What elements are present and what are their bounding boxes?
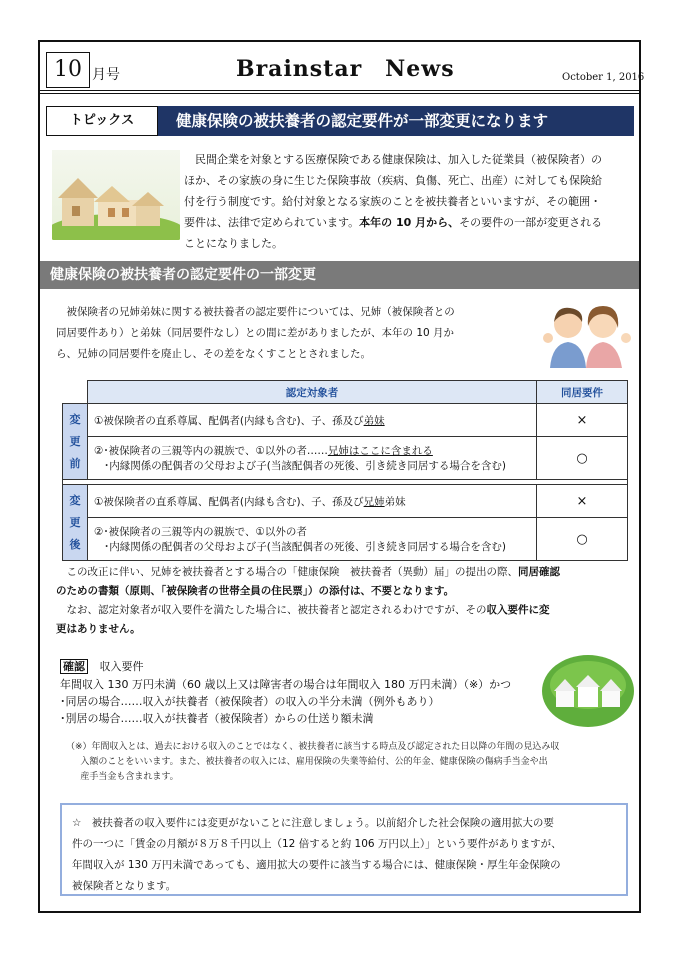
header-divider-thin [40, 93, 639, 94]
header-divider [40, 90, 639, 91]
house-illustration [52, 150, 180, 240]
after-row1: ①被保険者の直系尊属、配偶者(内縁も含む)、子、孫及び兄姉弟妹 [88, 485, 537, 518]
before-row2-mark: ○ [537, 437, 628, 480]
topic-label: トピックス [46, 106, 158, 136]
houses-grass-illustration [542, 655, 634, 727]
header-target: 認定対象者 [88, 381, 537, 404]
issue-number: 10 [46, 52, 90, 88]
footnote: （※）年間収入とは、過去における収入のことではなく、被扶養者に該当する時点及び認定された日以降の年間の見込み収 入額のことをいいます。また、被扶養者の収入には、雇用保険の失業等給付、公的年金、健康保険の傷病手当金や出 産手当金も含まれます。 [66, 742, 560, 782]
note-box: ☆ 被扶養者の収入要件には変更がないことに注意しましょう。以前紹介した社会保険の適用拡大の要 件の一つに「賃金の月額が８万８千円以上（12 倍すると約 106 万円以上）」という要件がありますが、 年間収入が 130 万円未満であっても、適用拡大の要件に該当する場合には、健康保険・厚生年金保険の 被保険者となります。 [60, 803, 628, 896]
requirements-table [62, 380, 628, 561]
header-cohabitation: 同居要件 [537, 381, 628, 404]
table-row [63, 404, 628, 437]
after-row1-mark: × [537, 485, 628, 518]
before-row2: ②･被保険者の三親等内の親族で、①以外の者……兄姉はここに含まれる ･内縁関係の配偶者の父母および子(当該配偶者の死後、引き続き同居する場合を含む) [88, 437, 537, 480]
people-illustration [540, 300, 632, 368]
table-row [63, 437, 628, 480]
after-row2-mark: ○ [537, 518, 628, 561]
topic-headline: 健康保険の被扶養者の認定要件が一部変更になります [158, 106, 634, 136]
confirm-badge: 確認 [60, 659, 88, 674]
intro-paragraph: 民間企業を対象とする医療保険である健康保険は、加入した従業員（被保険者）の ほか、その家族の身に生じた保険事故（疾病、負傷、死亡、出産）に対しても保険給 付を行う制度です。給付対象となる家族のことを被扶養者といいますが、その範囲・ 要件は、法律で定められています。本年の 10 月から、その要件の一部が変更される ことになりました。 [184, 153, 603, 250]
newsletter-title: Brainstar News [236, 56, 455, 82]
income-requirement-heading: 確認 収入要件 [60, 658, 144, 674]
after-label: 変 更 後 [63, 485, 88, 561]
table-row [63, 518, 628, 561]
section-paragraph: 被保険者の兄姉弟妹に関する被扶養者の認定要件については、兄姉（被保険者との 同居要件あり）と弟妹（同居要件なし）との間に差がありましたが、本年の 10 月か ら、兄姉の同居要件を廃止し、その差をなくすこととされました。 [56, 306, 455, 360]
income-requirements: 年間収入 130 万円未満（60 歳以上又は障害者の場合は年間収入 180 万円未満）（※）かつ ･同居の場合……収入が扶養者（被保険者）の収入の半分未満（例外もあり） ･別居の場合……収入が扶養者（被保険者）からの仕送り額未満 [60, 678, 512, 725]
issue-date: October 1, 2016 [562, 72, 645, 83]
before-row1: ①被保険者の直系尊属、配偶者(内縁も含む)、子、孫及び弟妹 [88, 404, 537, 437]
before-row1-mark: × [537, 404, 628, 437]
before-label: 変 更 前 [63, 404, 88, 480]
table-row [63, 485, 628, 518]
after-row2: ②･被保険者の三親等内の親族で、①以外の者 ･内縁関係の配偶者の父母および子(当該配偶者の死後、引き続き同居する場合を含む) [88, 518, 537, 561]
issue-unit: 月号 [92, 67, 120, 83]
post-table-paragraph: この改正に伴い、兄姉を被扶養者とする場合の「健康保険 被扶養者（異動）届」の提出の際、同居確認 のための書類（原則、「被保険者の世帯全員の住民票」）の添付は、不要となります。 なお、認定対象者が収入要件を満たした場合に、被扶養者と認定されるわけですが、その収入要件に変 更はありません。 [56, 566, 560, 635]
section-title: 健康保険の被扶養者の認定要件の一部変更 [40, 261, 639, 289]
table-header-row [63, 381, 628, 404]
